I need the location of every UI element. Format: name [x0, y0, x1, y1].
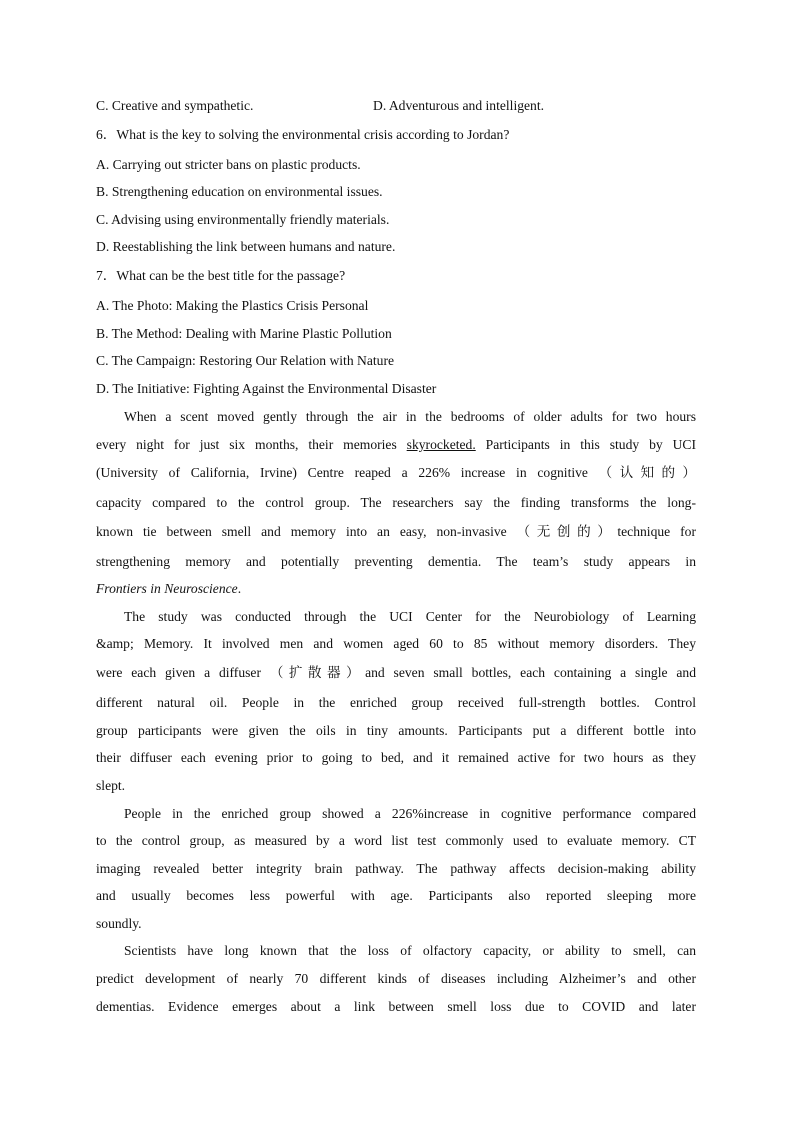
text-line: were each given a diffuser （扩散器）and seven small bottles, each containing a single and: [96, 665, 696, 680]
text-line: Scientists have long known that the loss of olfactory capacity, or ability to smell, can: [124, 943, 696, 958]
text-line: known tie between smell and memory into an easy, non-invasive （无创的）technique for: [96, 524, 696, 539]
text-line: soundly.: [96, 916, 142, 931]
q6-option-b: B. Strengthening education on environmental issues.: [96, 184, 383, 199]
underlined-word: skyrocketed.: [406, 437, 476, 452]
q6-stem: 6．What is the key to solving the environmental crisis according to Jordan?: [96, 127, 510, 142]
text-line: their diffuser each evening prior to going to bed, and it remained active for two hours as they: [96, 750, 696, 765]
q7-option-a: A. The Photo: Making the Plastics Crisis Personal: [96, 298, 369, 313]
text-line: capacity compared to the control group. The researchers say the finding transforms the long-: [96, 495, 696, 510]
text-line: (University of California, Irvine) Centre reaped a 226% increase in cognitive （认知的）: [96, 465, 696, 480]
text-line: People in the enriched group showed a 226%increase in cognitive performance compared: [124, 806, 696, 821]
journal-title: Frontiers in Neuroscience: [96, 581, 238, 596]
text-line: different natural oil. People in the enriched group received full-strength bottles. Control: [96, 695, 696, 710]
text-line: When a scent moved gently through the air in the bedrooms of older adults for two hours: [124, 409, 696, 424]
text-line: slept.: [96, 778, 126, 793]
q5-option-c: C. Creative and sympathetic.: [96, 98, 254, 113]
q6-option-d: D. Reestablishing the link between humans and nature.: [96, 239, 396, 254]
q5-option-d: D. Adventurous and intelligent.: [373, 98, 545, 113]
text-line: strengthening memory and potentially preventing dementia. The team’s study appears in: [96, 554, 696, 569]
text-line: group participants were given the oils in tiny amounts. Participants put a different bottle into: [96, 723, 696, 738]
text-line: &amp; Memory. It involved men and women aged 60 to 85 without memory disorders. They: [96, 636, 696, 651]
q7-option-c: C. The Campaign: Restoring Our Relation with Nature: [96, 353, 395, 368]
text-line: predict development of nearly 70 different kinds of diseases including Alzheimer’s and other: [96, 971, 696, 986]
q7-stem: 7．What can be the best title for the passage?: [96, 268, 346, 283]
text-line: every night for just six months, their memories skyrocketed. Participants in this study by UCI: [96, 437, 697, 452]
text-line: dementias. Evidence emerges about a link between smell loss due to COVID and later: [96, 999, 696, 1014]
text-line: to the control group, as measured by a word list test commonly used to evaluate memory. CT: [96, 833, 696, 848]
text-line: The study was conducted through the UCI Center for the Neurobiology of Learning: [124, 609, 696, 624]
text-line: Frontiers in Neuroscience.: [96, 581, 242, 596]
q7-option-d: D. The Initiative: Fighting Against the Environmental Disaster: [96, 381, 437, 396]
text-line: and usually becomes less powerful with age. Participants also reported sleeping more: [96, 888, 696, 903]
q6-option-a: A. Carrying out stricter bans on plastic products.: [96, 157, 361, 172]
q6-option-c: C. Advising using environmentally friendly materials.: [96, 212, 390, 227]
q7-option-b: B. The Method: Dealing with Marine Plastic Pollution: [96, 326, 392, 341]
text-line: imaging revealed better integrity brain pathway. The pathway affects decision-making ability: [96, 861, 696, 876]
